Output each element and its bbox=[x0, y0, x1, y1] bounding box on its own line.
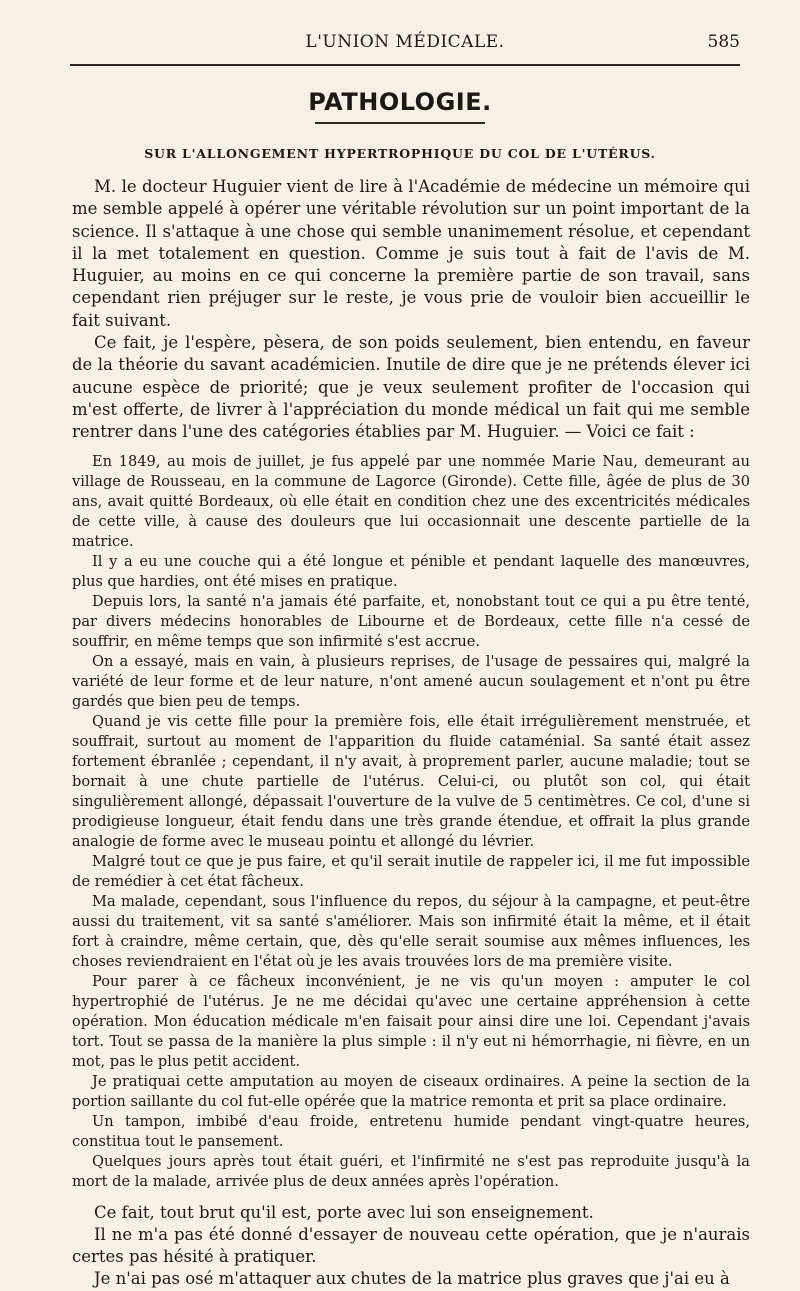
case-paragraph: Pour parer à ce fâcheux inconvénient, je ne vis qu'un moyen : amputer le col hypertrophié de l'utérus. Je ne me décidai qu'avec une certaine appréhension à cette opération. Mon éducation médicale m'en faisait pour ainsi dire une loi. Cependant j'avais tort. Tout se passa de la manière la plus simple : il n'y eut ni hémorrhagie, ni fièvre, en un mot, pas le plus petit accident. bbox=[72, 972, 750, 1070]
page-header bbox=[70, 30, 740, 56]
running-title: L'UNION MÉDICALE. bbox=[305, 32, 505, 52]
intro-paragraph: M. le docteur Huguier vient de lire à l'Académie de médecine un mémoire qui me semble appelé à opérer une véritable révolution sur un point important de la science. Il s'attaque à une chose qui semble unanimement résolue, et cependant il la met totalement en question. Comme je suis tout à fait de l'avis de M. Huguier, au moins en ce qui concerne la première partie de son travail, sans cependant rien préjuger sur le reste, je vous prie de vouloir bien accueillir le fait suivant. bbox=[72, 177, 750, 330]
case-paragraph: En 1849, au mois de juillet, je fus appelé par une nommée Marie Nau, demeurant au village de Rousseau, en la commune de Lagorce (Gironde). Cette fille, âgée de plus de 30 ans, avait quitté Bordeaux, où elle était en condition chez une des excentricités médicales de cette ville, à cause des douleurs que lui occasionnait une descente partielle de la matrice. bbox=[72, 452, 750, 550]
closing-paragraph: Je n'ai pas osé m'attaquer aux chutes de la matrice plus graves que j'ai eu à bbox=[94, 1269, 730, 1289]
case-paragraph: Malgré tout ce que je pus faire, et qu'il serait inutile de rappeler ici, il me fut impossible de remédier à cet état fâcheux. bbox=[72, 852, 750, 890]
article-body bbox=[72, 176, 750, 1291]
case-paragraph: Depuis lors, la santé n'a jamais été parfaite, et, nonobstant tout ce qui a pu être tenté, par divers médecins honorables de Libourne et de Bordeaux, cette fille n'a cessé de souffrir, en même temps que son infirmité s'est accrue. bbox=[72, 592, 750, 650]
closing-paragraph: Ce fait, tout brut qu'il est, porte avec lui son enseignement. bbox=[94, 1202, 594, 1222]
header-rule bbox=[70, 64, 740, 66]
case-paragraph: Quelques jours après tout était guéri, et l'infirmité ne s'est pas reproduite jusqu'à la mort de la malade, arrivée plus de deux années après l'opération. bbox=[72, 1152, 750, 1190]
closing-paragraph: Il ne m'a pas été donné d'essayer de nouveau cette opération, que je n'aurais certes pas hésité à pratiquer. bbox=[72, 1224, 750, 1267]
case-paragraph: Il y a eu une couche qui a été longue et pénible et pendant laquelle des manœuvres, plus que hardies, ont été mises en pratique. bbox=[72, 552, 750, 590]
section-title: PATHOLOGIE. bbox=[308, 88, 492, 116]
case-paragraph: On a essayé, mais en vain, à plusieurs reprises, de l'usage de pessaires qui, malgré la variété de leur forme et de leur nature, n'ont amené aucun soulagement et n'ont pu être gardés que bien peu de temps. bbox=[72, 652, 750, 710]
case-paragraph: Un tampon, imbibé d'eau froide, entretenu humide pendant vingt-quatre heures, constitua tout le pansement. bbox=[72, 1112, 750, 1150]
case-paragraph: Quand je vis cette fille pour la première fois, elle était irrégulièrement menstruée, et souffrait, surtout au moment de l'apparition du fluide cataménial. Sa santé était assez fortement ébranlée ; cependant, il n'y avait, à proprement parler, aucune maladie; tout se bornait à une chute partielle de l'utérus. Celui-ci, ou plutôt son col, qui était singulièrement allongé, dépassait l'ouverture de la vulve de 5 centimètres. Ce col, d'une si prodigieuse longueur, était fendu dans une très grande étendue, et offrait la plus grande analogie de forme avec le museau pointu et allongé du lévrier. bbox=[72, 712, 750, 850]
section-title-rule bbox=[315, 122, 485, 124]
case-paragraph: Je pratiquai cette amputation au moyen de ciseaux ordinaires. A peine la section de la portion saillante du col fut-elle opérée que la matrice remonta et prit sa place ordinaire. bbox=[72, 1072, 750, 1110]
case-paragraph: Ma malade, cependant, sous l'influence du repos, du séjour à la campagne, et peut-être aussi du traitement, vit sa santé s'améliorer. Mais son infirmité était la même, et il était fort à craindre, même certain, que, dès qu'elle serait soumise aux mêmes influences, les choses reviendraient en l'état où je les avais trouvées lors de ma première visite. bbox=[72, 892, 750, 970]
article-title: SUR L'ALLONGEMENT HYPERTROPHIQUE DU COL DE L'UTÉRUS. bbox=[144, 146, 656, 161]
page-number: 585 bbox=[707, 32, 740, 52]
intro-paragraph: Ce fait, je l'espère, pèsera, de son poids seulement, bien entendu, en faveur de la théorie du savant académicien. Inutile de dire que je ne prétends élever ici aucune espèce de priorité; que je veux seulement profiter de l'occasion qui m'est offerte, de livrer à l'appréciation du monde médical un fait qui me semble rentrer dans l'une des catégories établies par M. Huguier. — Voici ce fait : bbox=[72, 333, 750, 442]
